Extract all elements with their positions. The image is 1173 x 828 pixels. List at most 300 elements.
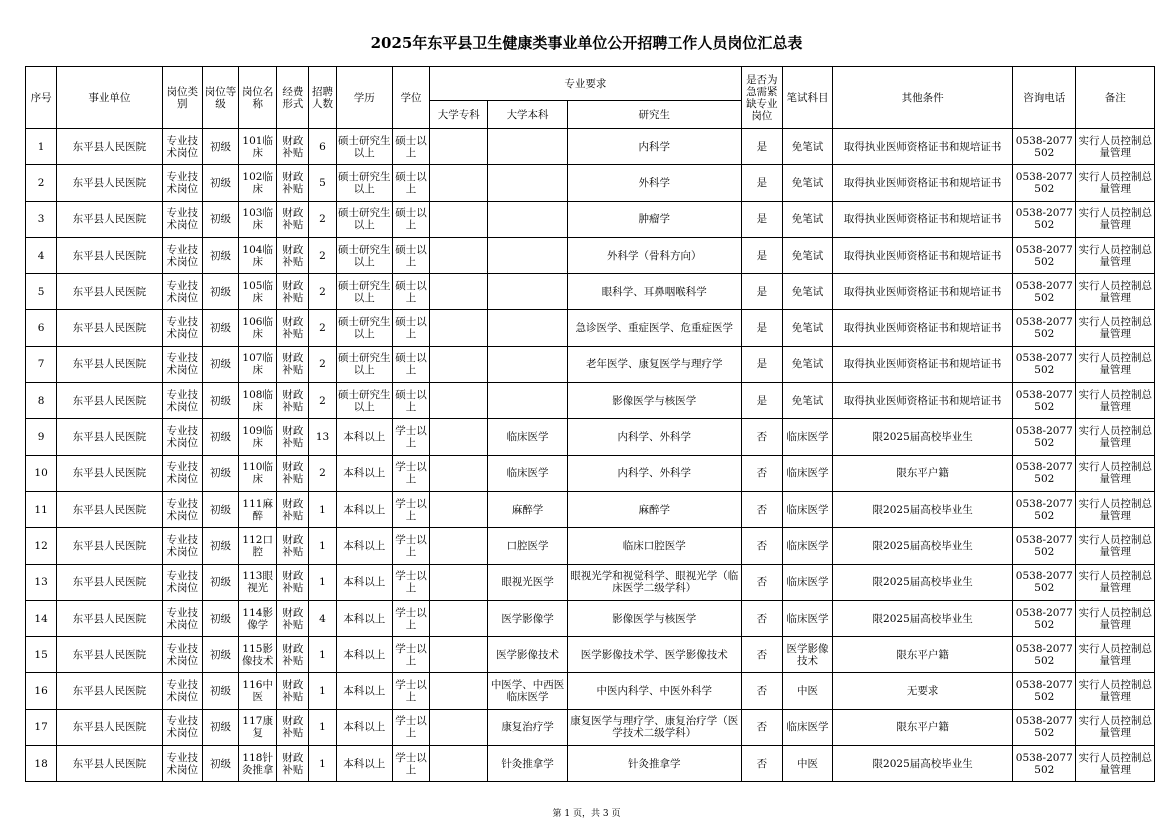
cell-urgent: 否 bbox=[741, 419, 782, 455]
cell-post-level: 初级 bbox=[202, 201, 238, 237]
cell-funding: 财政补贴 bbox=[277, 419, 309, 455]
cell-major-bachelor: 眼视光医学 bbox=[488, 564, 567, 600]
cell-count: 2 bbox=[309, 201, 336, 237]
header-post-level: 岗位等级 bbox=[202, 67, 238, 129]
cell-degree: 硕士以上 bbox=[392, 237, 429, 273]
cell-funding: 财政补贴 bbox=[277, 237, 309, 273]
cell-other: 取得执业医师资格证书和规培证书 bbox=[833, 165, 1013, 201]
cell-post-type: 专业技术岗位 bbox=[162, 673, 202, 709]
cell-post-level: 初级 bbox=[202, 709, 238, 745]
cell-count: 2 bbox=[309, 455, 336, 491]
cell-seq: 5 bbox=[26, 274, 57, 310]
cell-degree: 硕士以上 bbox=[392, 346, 429, 382]
cell-urgent: 否 bbox=[741, 600, 782, 636]
cell-education: 本科以上 bbox=[336, 564, 392, 600]
cell-count: 1 bbox=[309, 528, 336, 564]
cell-other: 限2025届高校毕业生 bbox=[833, 600, 1013, 636]
cell-other: 限2025届高校毕业生 bbox=[833, 419, 1013, 455]
cell-post-type: 专业技术岗位 bbox=[162, 709, 202, 745]
cell-exam: 免笔试 bbox=[782, 310, 832, 346]
cell-major-bachelor: 医学影像学 bbox=[488, 600, 567, 636]
table-row bbox=[26, 274, 1155, 310]
cell-funding: 财政补贴 bbox=[277, 564, 309, 600]
table-row bbox=[26, 383, 1155, 419]
cell-seq: 3 bbox=[26, 201, 57, 237]
cell-education: 本科以上 bbox=[336, 600, 392, 636]
cell-exam: 免笔试 bbox=[782, 201, 832, 237]
header-degree: 学位 bbox=[392, 67, 429, 129]
header-urgent: 是否为急需紧缺专业岗位 bbox=[741, 67, 782, 129]
cell-major-bachelor bbox=[488, 201, 567, 237]
cell-exam: 临床医学 bbox=[782, 709, 832, 745]
cell-exam: 免笔试 bbox=[782, 237, 832, 273]
cell-post-type: 专业技术岗位 bbox=[162, 637, 202, 673]
cell-note: 实行人员控制总量管理 bbox=[1076, 383, 1155, 419]
cell-post-type: 专业技术岗位 bbox=[162, 564, 202, 600]
cell-major-college bbox=[430, 129, 488, 165]
cell-phone: 0538-2077502 bbox=[1013, 709, 1076, 745]
cell-phone: 0538-2077502 bbox=[1013, 165, 1076, 201]
cell-post-level: 初级 bbox=[202, 491, 238, 527]
cell-funding: 财政补贴 bbox=[277, 673, 309, 709]
cell-unit: 东平县人民医院 bbox=[57, 528, 163, 564]
cell-major-college bbox=[430, 600, 488, 636]
cell-exam: 免笔试 bbox=[782, 274, 832, 310]
cell-post-name: 106临床 bbox=[239, 310, 277, 346]
cell-phone: 0538-2077502 bbox=[1013, 129, 1076, 165]
cell-count: 2 bbox=[309, 346, 336, 382]
cell-major-college bbox=[430, 455, 488, 491]
header-phone: 咨询电话 bbox=[1013, 67, 1076, 129]
cell-unit: 东平县人民医院 bbox=[57, 746, 163, 782]
cell-exam: 免笔试 bbox=[782, 346, 832, 382]
cell-other: 取得执业医师资格证书和规培证书 bbox=[833, 129, 1013, 165]
cell-other: 限2025届高校毕业生 bbox=[833, 746, 1013, 782]
cell-seq: 1 bbox=[26, 129, 57, 165]
cell-other: 取得执业医师资格证书和规培证书 bbox=[833, 274, 1013, 310]
cell-note: 实行人员控制总量管理 bbox=[1076, 274, 1155, 310]
cell-funding: 财政补贴 bbox=[277, 455, 309, 491]
cell-major-graduate: 影像医学与核医学 bbox=[567, 600, 741, 636]
cell-phone: 0538-2077502 bbox=[1013, 746, 1076, 782]
cell-post-name: 110临床 bbox=[239, 455, 277, 491]
cell-note: 实行人员控制总量管理 bbox=[1076, 237, 1155, 273]
cell-seq: 13 bbox=[26, 564, 57, 600]
cell-phone: 0538-2077502 bbox=[1013, 201, 1076, 237]
cell-unit: 东平县人民医院 bbox=[57, 237, 163, 273]
cell-other: 取得执业医师资格证书和规培证书 bbox=[833, 346, 1013, 382]
cell-note: 实行人员控制总量管理 bbox=[1076, 346, 1155, 382]
cell-degree: 学士以上 bbox=[392, 600, 429, 636]
cell-exam: 中医 bbox=[782, 746, 832, 782]
cell-note: 实行人员控制总量管理 bbox=[1076, 746, 1155, 782]
cell-funding: 财政补贴 bbox=[277, 310, 309, 346]
cell-urgent: 是 bbox=[741, 346, 782, 382]
cell-major-college bbox=[430, 491, 488, 527]
cell-note: 实行人员控制总量管理 bbox=[1076, 419, 1155, 455]
cell-post-name: 108临床 bbox=[239, 383, 277, 419]
cell-exam: 医学影像技术 bbox=[782, 637, 832, 673]
page-title: 2025年东平县卫生健康类事业单位公开招聘工作人员岗位汇总表 bbox=[370, 34, 803, 52]
cell-major-bachelor bbox=[488, 310, 567, 346]
cell-funding: 财政补贴 bbox=[277, 491, 309, 527]
cell-unit: 东平县人民医院 bbox=[57, 564, 163, 600]
cell-unit: 东平县人民医院 bbox=[57, 346, 163, 382]
cell-note: 实行人员控制总量管理 bbox=[1076, 455, 1155, 491]
cell-education: 本科以上 bbox=[336, 455, 392, 491]
cell-note: 实行人员控制总量管理 bbox=[1076, 129, 1155, 165]
cell-funding: 财政补贴 bbox=[277, 709, 309, 745]
cell-post-name: 116中医 bbox=[239, 673, 277, 709]
cell-seq: 6 bbox=[26, 310, 57, 346]
header-exam: 笔试科目 bbox=[782, 67, 832, 129]
cell-exam: 临床医学 bbox=[782, 600, 832, 636]
cell-post-name: 118针灸推拿 bbox=[239, 746, 277, 782]
cell-degree: 学士以上 bbox=[392, 673, 429, 709]
cell-urgent: 是 bbox=[741, 310, 782, 346]
cell-post-level: 初级 bbox=[202, 165, 238, 201]
cell-post-name: 105临床 bbox=[239, 274, 277, 310]
cell-major-college bbox=[430, 673, 488, 709]
cell-urgent: 是 bbox=[741, 274, 782, 310]
cell-post-type: 专业技术岗位 bbox=[162, 165, 202, 201]
header-major-bachelor: 大学本科 bbox=[488, 101, 567, 129]
cell-major-college bbox=[430, 237, 488, 273]
cell-degree: 学士以上 bbox=[392, 455, 429, 491]
cell-post-type: 专业技术岗位 bbox=[162, 383, 202, 419]
cell-major-graduate: 临床口腔医学 bbox=[567, 528, 741, 564]
cell-exam: 免笔试 bbox=[782, 165, 832, 201]
page-footer: 第 1 页，共 3 页 bbox=[552, 809, 621, 819]
cell-exam: 中医 bbox=[782, 673, 832, 709]
cell-post-level: 初级 bbox=[202, 746, 238, 782]
cell-unit: 东平县人民医院 bbox=[57, 201, 163, 237]
cell-major-college bbox=[430, 709, 488, 745]
cell-degree: 硕士以上 bbox=[392, 129, 429, 165]
cell-seq: 7 bbox=[26, 346, 57, 382]
positions-table bbox=[25, 66, 1155, 782]
cell-phone: 0538-2077502 bbox=[1013, 346, 1076, 382]
cell-count: 5 bbox=[309, 165, 336, 201]
cell-phone: 0538-2077502 bbox=[1013, 455, 1076, 491]
cell-degree: 学士以上 bbox=[392, 491, 429, 527]
cell-count: 6 bbox=[309, 129, 336, 165]
cell-post-level: 初级 bbox=[202, 637, 238, 673]
cell-exam: 临床医学 bbox=[782, 564, 832, 600]
cell-post-name: 114影像学 bbox=[239, 600, 277, 636]
cell-major-graduate: 麻醉学 bbox=[567, 491, 741, 527]
cell-funding: 财政补贴 bbox=[277, 165, 309, 201]
cell-post-type: 专业技术岗位 bbox=[162, 746, 202, 782]
cell-major-graduate: 眼科学、耳鼻咽喉科学 bbox=[567, 274, 741, 310]
header-unit: 事业单位 bbox=[57, 67, 163, 129]
cell-other: 限东平户籍 bbox=[833, 709, 1013, 745]
cell-unit: 东平县人民医院 bbox=[57, 600, 163, 636]
cell-funding: 财政补贴 bbox=[277, 600, 309, 636]
cell-major-graduate: 康复医学与理疗学、康复治疗学（医学技术二级学科） bbox=[567, 709, 741, 745]
cell-major-graduate: 内科学、外科学 bbox=[567, 419, 741, 455]
cell-education: 本科以上 bbox=[336, 528, 392, 564]
table-row bbox=[26, 165, 1155, 201]
cell-post-name: 111麻醉 bbox=[239, 491, 277, 527]
cell-major-bachelor: 临床医学 bbox=[488, 419, 567, 455]
cell-phone: 0538-2077502 bbox=[1013, 274, 1076, 310]
cell-unit: 东平县人民医院 bbox=[57, 383, 163, 419]
cell-post-type: 专业技术岗位 bbox=[162, 419, 202, 455]
cell-major-bachelor: 中医学、中西医临床医学 bbox=[488, 673, 567, 709]
cell-major-graduate: 针灸推拿学 bbox=[567, 746, 741, 782]
cell-major-bachelor bbox=[488, 165, 567, 201]
cell-degree: 硕士以上 bbox=[392, 310, 429, 346]
cell-degree: 硕士以上 bbox=[392, 165, 429, 201]
cell-count: 1 bbox=[309, 637, 336, 673]
table-row bbox=[26, 237, 1155, 273]
cell-major-graduate: 医学影像技术学、医学影像技术 bbox=[567, 637, 741, 673]
cell-major-graduate: 眼视光学和视觉科学、眼视光学（临床医学二级学科） bbox=[567, 564, 741, 600]
cell-major-bachelor: 康复治疗学 bbox=[488, 709, 567, 745]
header-seq: 序号 bbox=[26, 67, 57, 129]
cell-major-college bbox=[430, 201, 488, 237]
cell-funding: 财政补贴 bbox=[277, 383, 309, 419]
cell-note: 实行人员控制总量管理 bbox=[1076, 201, 1155, 237]
cell-major-bachelor bbox=[488, 383, 567, 419]
cell-note: 实行人员控制总量管理 bbox=[1076, 673, 1155, 709]
cell-urgent: 是 bbox=[741, 383, 782, 419]
cell-post-type: 专业技术岗位 bbox=[162, 600, 202, 636]
cell-phone: 0538-2077502 bbox=[1013, 564, 1076, 600]
cell-post-level: 初级 bbox=[202, 419, 238, 455]
cell-urgent: 否 bbox=[741, 673, 782, 709]
cell-major-bachelor: 针灸推拿学 bbox=[488, 746, 567, 782]
cell-other: 限东平户籍 bbox=[833, 455, 1013, 491]
cell-count: 1 bbox=[309, 564, 336, 600]
cell-major-college bbox=[430, 419, 488, 455]
cell-major-bachelor bbox=[488, 237, 567, 273]
cell-education: 硕士研究生以上 bbox=[336, 165, 392, 201]
cell-seq: 18 bbox=[26, 746, 57, 782]
cell-exam: 临床医学 bbox=[782, 419, 832, 455]
cell-degree: 学士以上 bbox=[392, 709, 429, 745]
cell-urgent: 否 bbox=[741, 637, 782, 673]
cell-major-bachelor: 口腔医学 bbox=[488, 528, 567, 564]
cell-phone: 0538-2077502 bbox=[1013, 310, 1076, 346]
cell-major-graduate: 中医内科学、中医外科学 bbox=[567, 673, 741, 709]
cell-other: 限东平户籍 bbox=[833, 637, 1013, 673]
cell-seq: 14 bbox=[26, 600, 57, 636]
header-major-graduate: 研究生 bbox=[567, 101, 741, 129]
cell-note: 实行人员控制总量管理 bbox=[1076, 709, 1155, 745]
cell-major-bachelor: 麻醉学 bbox=[488, 491, 567, 527]
cell-seq: 2 bbox=[26, 165, 57, 201]
cell-post-level: 初级 bbox=[202, 455, 238, 491]
cell-unit: 东平县人民医院 bbox=[57, 165, 163, 201]
cell-note: 实行人员控制总量管理 bbox=[1076, 564, 1155, 600]
cell-urgent: 是 bbox=[741, 165, 782, 201]
cell-post-level: 初级 bbox=[202, 383, 238, 419]
cell-phone: 0538-2077502 bbox=[1013, 419, 1076, 455]
cell-major-college bbox=[430, 383, 488, 419]
cell-unit: 东平县人民医院 bbox=[57, 419, 163, 455]
cell-note: 实行人员控制总量管理 bbox=[1076, 310, 1155, 346]
cell-post-level: 初级 bbox=[202, 528, 238, 564]
cell-major-graduate: 急诊医学、重症医学、危重症医学 bbox=[567, 310, 741, 346]
cell-post-name: 104临床 bbox=[239, 237, 277, 273]
cell-other: 取得执业医师资格证书和规培证书 bbox=[833, 237, 1013, 273]
cell-post-type: 专业技术岗位 bbox=[162, 274, 202, 310]
cell-major-college bbox=[430, 564, 488, 600]
cell-major-bachelor bbox=[488, 274, 567, 310]
header-major-college: 大学专科 bbox=[430, 101, 488, 129]
cell-post-name: 109临床 bbox=[239, 419, 277, 455]
cell-degree: 硕士以上 bbox=[392, 274, 429, 310]
cell-major-bachelor: 临床医学 bbox=[488, 455, 567, 491]
cell-post-name: 112口腔 bbox=[239, 528, 277, 564]
cell-major-bachelor: 医学影像技术 bbox=[488, 637, 567, 673]
cell-note: 实行人员控制总量管理 bbox=[1076, 491, 1155, 527]
cell-unit: 东平县人民医院 bbox=[57, 129, 163, 165]
cell-degree: 硕士以上 bbox=[392, 383, 429, 419]
cell-education: 硕士研究生以上 bbox=[336, 383, 392, 419]
cell-unit: 东平县人民医院 bbox=[57, 637, 163, 673]
header-funding: 经费形式 bbox=[277, 67, 309, 129]
header-post-name: 岗位名称 bbox=[239, 67, 277, 129]
cell-urgent: 否 bbox=[741, 491, 782, 527]
cell-unit: 东平县人民医院 bbox=[57, 310, 163, 346]
cell-phone: 0538-2077502 bbox=[1013, 673, 1076, 709]
cell-note: 实行人员控制总量管理 bbox=[1076, 165, 1155, 201]
cell-education: 硕士研究生以上 bbox=[336, 129, 392, 165]
cell-post-name: 107临床 bbox=[239, 346, 277, 382]
header-count: 招聘人数 bbox=[309, 67, 336, 129]
cell-post-type: 专业技术岗位 bbox=[162, 237, 202, 273]
cell-seq: 9 bbox=[26, 419, 57, 455]
cell-education: 本科以上 bbox=[336, 419, 392, 455]
cell-major-graduate: 内科学 bbox=[567, 129, 741, 165]
table-body bbox=[26, 129, 1155, 782]
cell-phone: 0538-2077502 bbox=[1013, 637, 1076, 673]
cell-count: 2 bbox=[309, 383, 336, 419]
cell-phone: 0538-2077502 bbox=[1013, 528, 1076, 564]
cell-post-name: 115影像技术 bbox=[239, 637, 277, 673]
cell-education: 本科以上 bbox=[336, 491, 392, 527]
cell-funding: 财政补贴 bbox=[277, 201, 309, 237]
cell-education: 硕士研究生以上 bbox=[336, 274, 392, 310]
cell-exam: 临床医学 bbox=[782, 528, 832, 564]
cell-post-level: 初级 bbox=[202, 310, 238, 346]
cell-funding: 财政补贴 bbox=[277, 528, 309, 564]
cell-phone: 0538-2077502 bbox=[1013, 383, 1076, 419]
cell-post-level: 初级 bbox=[202, 237, 238, 273]
cell-degree: 学士以上 bbox=[392, 419, 429, 455]
cell-urgent: 否 bbox=[741, 746, 782, 782]
cell-phone: 0538-2077502 bbox=[1013, 600, 1076, 636]
cell-post-level: 初级 bbox=[202, 564, 238, 600]
cell-unit: 东平县人民医院 bbox=[57, 491, 163, 527]
table-row bbox=[26, 637, 1155, 673]
cell-other: 取得执业医师资格证书和规培证书 bbox=[833, 201, 1013, 237]
cell-other: 无要求 bbox=[833, 673, 1013, 709]
cell-seq: 11 bbox=[26, 491, 57, 527]
cell-major-college bbox=[430, 528, 488, 564]
table-row bbox=[26, 346, 1155, 382]
cell-funding: 财政补贴 bbox=[277, 746, 309, 782]
cell-major-graduate: 肿瘤学 bbox=[567, 201, 741, 237]
cell-count: 4 bbox=[309, 600, 336, 636]
cell-funding: 财政补贴 bbox=[277, 274, 309, 310]
cell-urgent: 是 bbox=[741, 201, 782, 237]
cell-post-name: 103临床 bbox=[239, 201, 277, 237]
cell-exam: 免笔试 bbox=[782, 129, 832, 165]
cell-unit: 东平县人民医院 bbox=[57, 274, 163, 310]
header-major-group: 专业要求 bbox=[430, 67, 742, 101]
cell-count: 1 bbox=[309, 491, 336, 527]
cell-urgent: 否 bbox=[741, 564, 782, 600]
cell-post-type: 专业技术岗位 bbox=[162, 528, 202, 564]
cell-education: 本科以上 bbox=[336, 746, 392, 782]
cell-note: 实行人员控制总量管理 bbox=[1076, 637, 1155, 673]
cell-major-graduate: 外科学 bbox=[567, 165, 741, 201]
table-row bbox=[26, 600, 1155, 636]
cell-count: 2 bbox=[309, 310, 336, 346]
cell-other: 取得执业医师资格证书和规培证书 bbox=[833, 383, 1013, 419]
cell-post-name: 101临床 bbox=[239, 129, 277, 165]
cell-education: 硕士研究生以上 bbox=[336, 201, 392, 237]
cell-phone: 0538-2077502 bbox=[1013, 237, 1076, 273]
cell-post-type: 专业技术岗位 bbox=[162, 310, 202, 346]
cell-other: 限2025届高校毕业生 bbox=[833, 528, 1013, 564]
cell-degree: 学士以上 bbox=[392, 564, 429, 600]
cell-degree: 硕士以上 bbox=[392, 201, 429, 237]
cell-major-college bbox=[430, 746, 488, 782]
cell-education: 本科以上 bbox=[336, 673, 392, 709]
cell-unit: 东平县人民医院 bbox=[57, 709, 163, 745]
header-education: 学历 bbox=[336, 67, 392, 129]
cell-urgent: 否 bbox=[741, 455, 782, 491]
cell-post-type: 专业技术岗位 bbox=[162, 491, 202, 527]
cell-seq: 17 bbox=[26, 709, 57, 745]
table-row bbox=[26, 129, 1155, 165]
cell-major-bachelor bbox=[488, 129, 567, 165]
cell-major-graduate: 影像医学与核医学 bbox=[567, 383, 741, 419]
cell-other: 限2025届高校毕业生 bbox=[833, 491, 1013, 527]
cell-education: 本科以上 bbox=[336, 709, 392, 745]
cell-major-graduate: 外科学（骨科方向） bbox=[567, 237, 741, 273]
cell-funding: 财政补贴 bbox=[277, 129, 309, 165]
cell-phone: 0538-2077502 bbox=[1013, 491, 1076, 527]
cell-exam: 临床医学 bbox=[782, 455, 832, 491]
cell-post-level: 初级 bbox=[202, 600, 238, 636]
table-row bbox=[26, 528, 1155, 564]
cell-count: 1 bbox=[309, 746, 336, 782]
cell-seq: 8 bbox=[26, 383, 57, 419]
cell-post-type: 专业技术岗位 bbox=[162, 201, 202, 237]
cell-major-college bbox=[430, 346, 488, 382]
cell-major-graduate: 老年医学、康复医学与理疗学 bbox=[567, 346, 741, 382]
cell-other: 限2025届高校毕业生 bbox=[833, 564, 1013, 600]
table-row bbox=[26, 709, 1155, 745]
cell-urgent: 是 bbox=[741, 237, 782, 273]
cell-note: 实行人员控制总量管理 bbox=[1076, 600, 1155, 636]
cell-post-type: 专业技术岗位 bbox=[162, 455, 202, 491]
cell-unit: 东平县人民医院 bbox=[57, 673, 163, 709]
cell-exam: 临床医学 bbox=[782, 491, 832, 527]
cell-count: 1 bbox=[309, 673, 336, 709]
cell-post-level: 初级 bbox=[202, 346, 238, 382]
cell-degree: 学士以上 bbox=[392, 637, 429, 673]
table-row bbox=[26, 455, 1155, 491]
table-row bbox=[26, 419, 1155, 455]
table-row bbox=[26, 310, 1155, 346]
